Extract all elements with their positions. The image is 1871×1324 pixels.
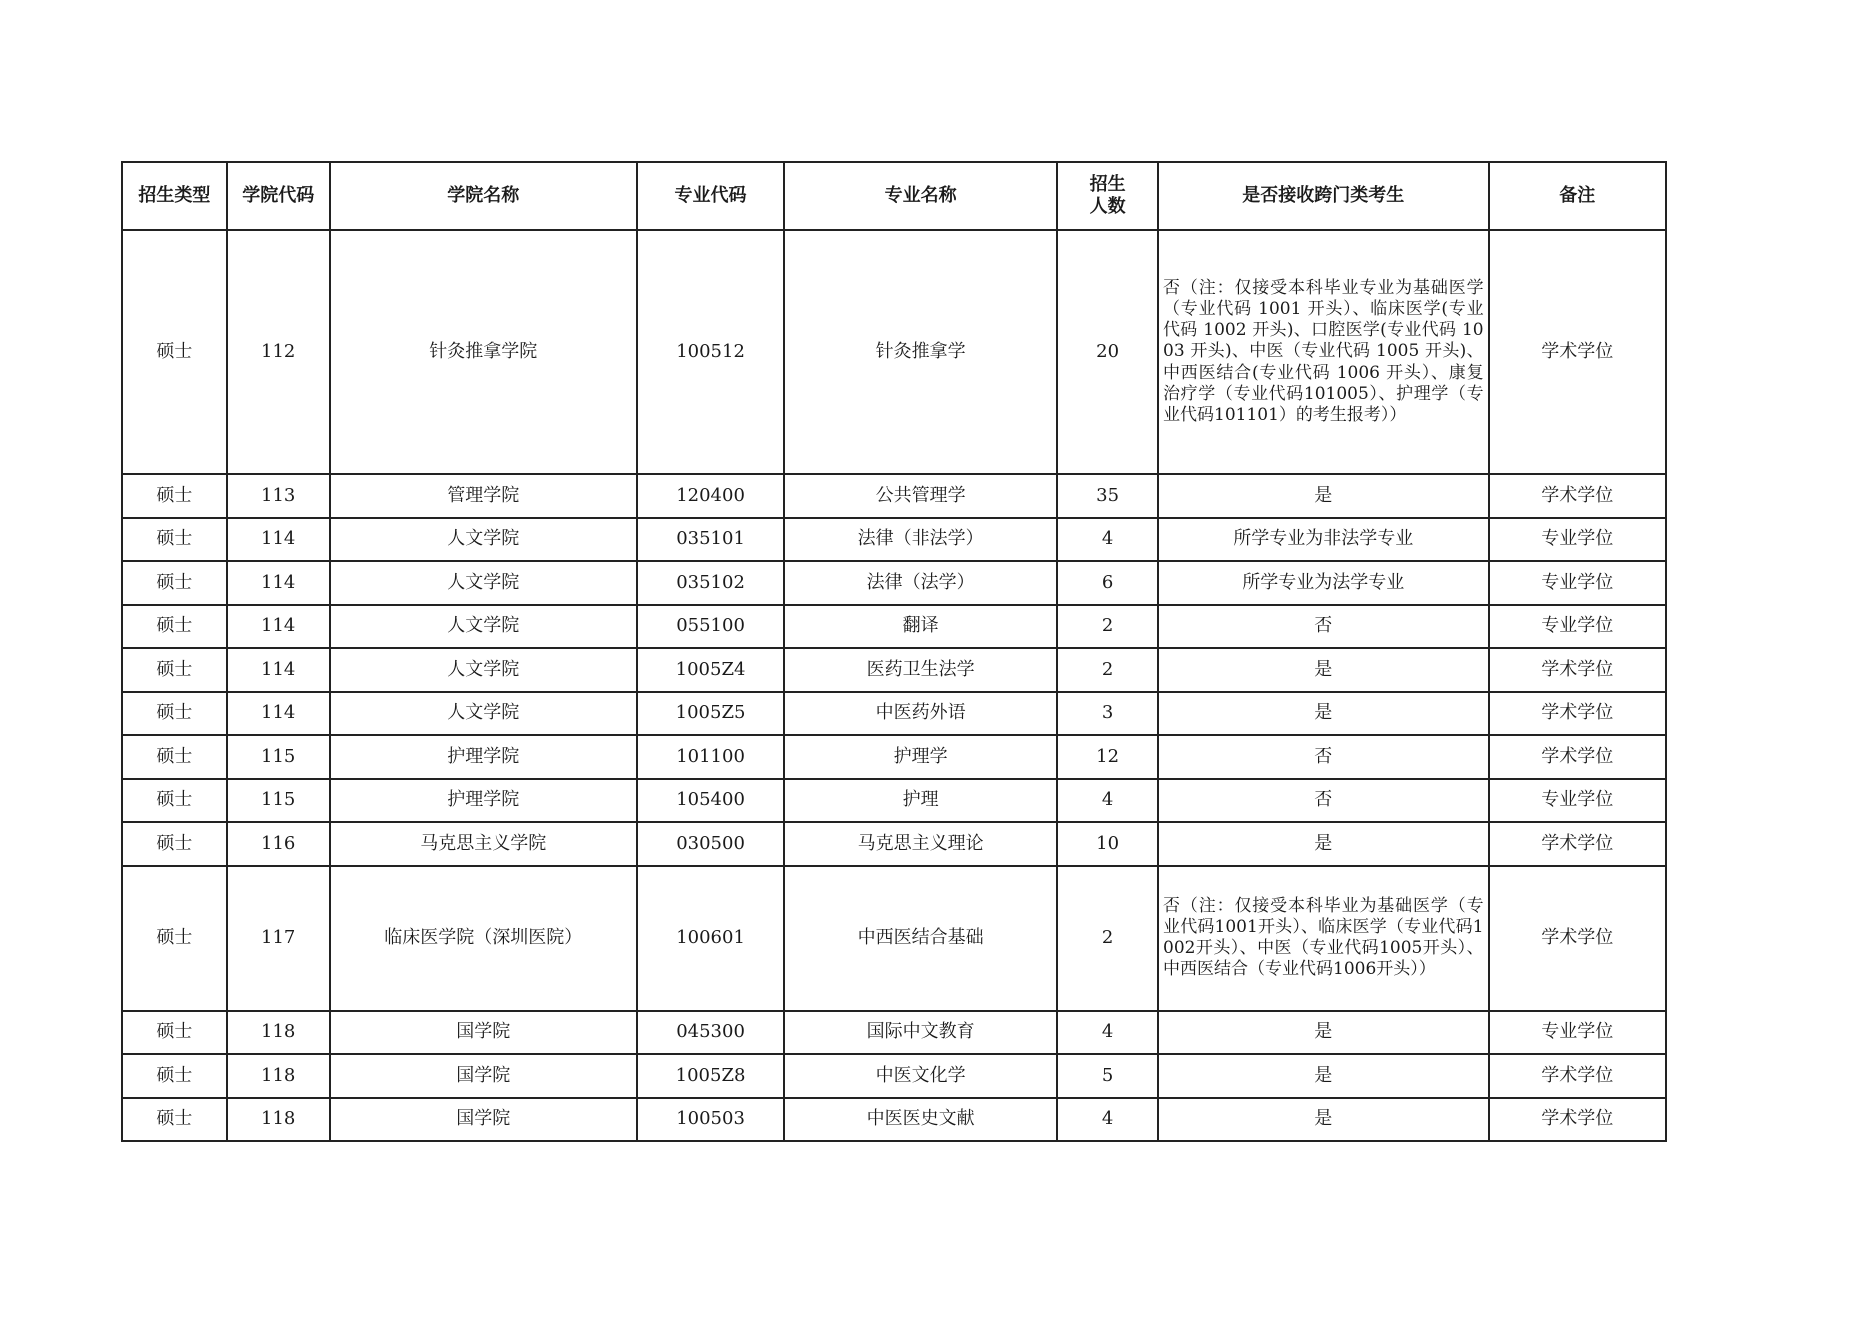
cell-type: 硕士 [122,648,227,692]
cell-type: 硕士 [122,605,227,649]
table-row [122,561,1666,605]
cell-quota: 12 [1057,735,1158,779]
cell-college-name: 人文学院 [330,692,637,736]
cell-remark: 学术学位 [1489,1098,1666,1142]
cell-major-name: 中医文化学 [784,1054,1057,1098]
cell-remark: 学术学位 [1489,648,1666,692]
cell-cross-category: 所学专业为法学专业 [1158,561,1489,605]
cell-major-name: 法律（法学） [784,561,1057,605]
cell-remark: 专业学位 [1489,561,1666,605]
cell-type: 硕士 [122,561,227,605]
cell-college-name: 人文学院 [330,648,637,692]
cell-major-name: 护理学 [784,735,1057,779]
cell-college-name: 临床医学院（深圳医院） [330,866,637,1011]
cell-college-name: 针灸推拿学院 [330,230,637,474]
table-row [122,1054,1666,1098]
cell-type: 硕士 [122,474,227,518]
cell-quota: 2 [1057,605,1158,649]
cell-major-code: 055100 [637,605,784,649]
cell-remark: 学术学位 [1489,230,1666,474]
cell-major-code: 101100 [637,735,784,779]
cell-cross-category: 否 [1158,735,1489,779]
cell-college-name: 人文学院 [330,561,637,605]
cell-remark: 学术学位 [1489,735,1666,779]
cell-college-code: 114 [227,518,330,562]
cell-remark: 专业学位 [1489,518,1666,562]
cell-major-code: 120400 [637,474,784,518]
cell-cross-category: 否（注：仅接受本科毕业为基础医学（专业代码1001开头）、临床医学（专业代码1002开头）、中医（专业代码1005开头）、中西医结合（专业代码1006开头）） [1158,866,1489,1011]
cell-remark: 学术学位 [1489,1054,1666,1098]
table-row [122,779,1666,823]
cell-cross-category: 否（注：仅接受本科毕业专业为基础医学（专业代码 1001 开头）、临床医学(专业代码 1002 开头)、口腔医学(专业代码 1003 开头)、中医（专业代码 1005 开头)、中西医结合(专业代码 1006 开头）、康复治疗学（专业代码101005）、护理学（专业代码101101）的考生报考）） [1158,230,1489,474]
header-cross-category: 是否接收跨门类考生 [1158,162,1489,230]
header-major-name: 专业名称 [784,162,1057,230]
cell-quota: 10 [1057,822,1158,866]
cell-quota: 6 [1057,561,1158,605]
cell-major-code: 1005Z5 [637,692,784,736]
cell-cross-category: 是 [1158,822,1489,866]
header-major-code: 专业代码 [637,162,784,230]
header-remark: 备注 [1489,162,1666,230]
cell-major-name: 医药卫生法学 [784,648,1057,692]
cell-cross-category: 是 [1158,692,1489,736]
cell-quota: 4 [1057,518,1158,562]
cell-major-name: 中医药外语 [784,692,1057,736]
cell-type: 硕士 [122,866,227,1011]
cell-college-name: 人文学院 [330,518,637,562]
cell-quota: 4 [1057,1098,1158,1142]
header-quota-line2: 人数 [1089,196,1126,217]
cell-major-name: 中西医结合基础 [784,866,1057,1011]
cell-college-name: 管理学院 [330,474,637,518]
cell-major-code: 030500 [637,822,784,866]
cell-college-name: 国学院 [330,1098,637,1142]
cell-college-name: 护理学院 [330,735,637,779]
cell-type: 硕士 [122,735,227,779]
cell-quota: 2 [1057,648,1158,692]
cell-major-code: 100601 [637,866,784,1011]
cell-college-code: 118 [227,1011,330,1055]
cell-major-name: 公共管理学 [784,474,1057,518]
cell-type: 硕士 [122,692,227,736]
cell-cross-category: 是 [1158,474,1489,518]
cell-major-code: 100503 [637,1098,784,1142]
header-college-name: 学院名称 [330,162,637,230]
cell-quota: 20 [1057,230,1158,474]
cell-type: 硕士 [122,1098,227,1142]
cell-type: 硕士 [122,230,227,474]
cell-quota: 5 [1057,1054,1158,1098]
table-row [122,692,1666,736]
cell-major-code: 045300 [637,1011,784,1055]
cell-remark: 学术学位 [1489,474,1666,518]
cell-cross-category: 是 [1158,1098,1489,1142]
cell-quota: 4 [1057,1011,1158,1055]
cell-college-code: 115 [227,735,330,779]
cell-type: 硕士 [122,822,227,866]
table-row [122,866,1666,1011]
cell-cross-category: 否 [1158,605,1489,649]
table-row [122,648,1666,692]
cell-college-name: 马克思主义学院 [330,822,637,866]
cell-college-name: 护理学院 [330,779,637,823]
cell-college-code: 116 [227,822,330,866]
cell-quota: 2 [1057,866,1158,1011]
cell-major-name: 马克思主义理论 [784,822,1057,866]
header-college-code: 学院代码 [227,162,330,230]
cell-remark: 学术学位 [1489,822,1666,866]
cell-college-code: 113 [227,474,330,518]
cell-college-code: 118 [227,1098,330,1142]
cell-major-code: 1005Z8 [637,1054,784,1098]
table-row [122,735,1666,779]
cell-quota: 3 [1057,692,1158,736]
header-type: 招生类型 [122,162,227,230]
cell-major-name: 中医医史文献 [784,1098,1057,1142]
cell-college-code: 115 [227,779,330,823]
table-row [122,822,1666,866]
cell-college-code: 112 [227,230,330,474]
header-quota [1057,162,1158,230]
cell-college-code: 114 [227,648,330,692]
header-quota-line1: 招生 [1089,173,1126,195]
cell-major-name: 法律（非法学） [784,518,1057,562]
cell-college-code: 118 [227,1054,330,1098]
admissions-table [121,161,1667,1142]
cell-remark: 专业学位 [1489,1011,1666,1055]
cell-college-code: 114 [227,605,330,649]
cell-cross-category: 所学专业为非法学专业 [1158,518,1489,562]
cell-major-code: 1005Z4 [637,648,784,692]
cell-college-code: 117 [227,866,330,1011]
cell-college-name: 国学院 [330,1011,637,1055]
cell-quota: 35 [1057,474,1158,518]
cell-cross-category: 是 [1158,1011,1489,1055]
cell-major-name: 翻译 [784,605,1057,649]
cell-cross-category: 是 [1158,1054,1489,1098]
cell-type: 硕士 [122,1011,227,1055]
cell-college-name: 人文学院 [330,605,637,649]
table-row [122,518,1666,562]
table-row [122,230,1666,474]
cell-major-code: 035101 [637,518,784,562]
cell-type: 硕士 [122,518,227,562]
header-row [122,162,1666,230]
cell-cross-category: 否 [1158,779,1489,823]
table-row [122,1011,1666,1055]
cell-college-code: 114 [227,692,330,736]
cell-remark: 学术学位 [1489,692,1666,736]
cell-college-code: 114 [227,561,330,605]
cell-quota: 4 [1057,779,1158,823]
cell-major-code: 105400 [637,779,784,823]
cell-type: 硕士 [122,1054,227,1098]
cell-major-code: 100512 [637,230,784,474]
cell-type: 硕士 [122,779,227,823]
table-row [122,605,1666,649]
cell-remark: 学术学位 [1489,866,1666,1011]
cell-major-name: 护理 [784,779,1057,823]
cell-major-name: 针灸推拿学 [784,230,1057,474]
cell-major-code: 035102 [637,561,784,605]
cell-cross-category: 是 [1158,648,1489,692]
table-row [122,1098,1666,1142]
cell-remark: 专业学位 [1489,605,1666,649]
table-row [122,474,1666,518]
cell-major-name: 国际中文教育 [784,1011,1057,1055]
cell-remark: 专业学位 [1489,779,1666,823]
cell-college-name: 国学院 [330,1054,637,1098]
